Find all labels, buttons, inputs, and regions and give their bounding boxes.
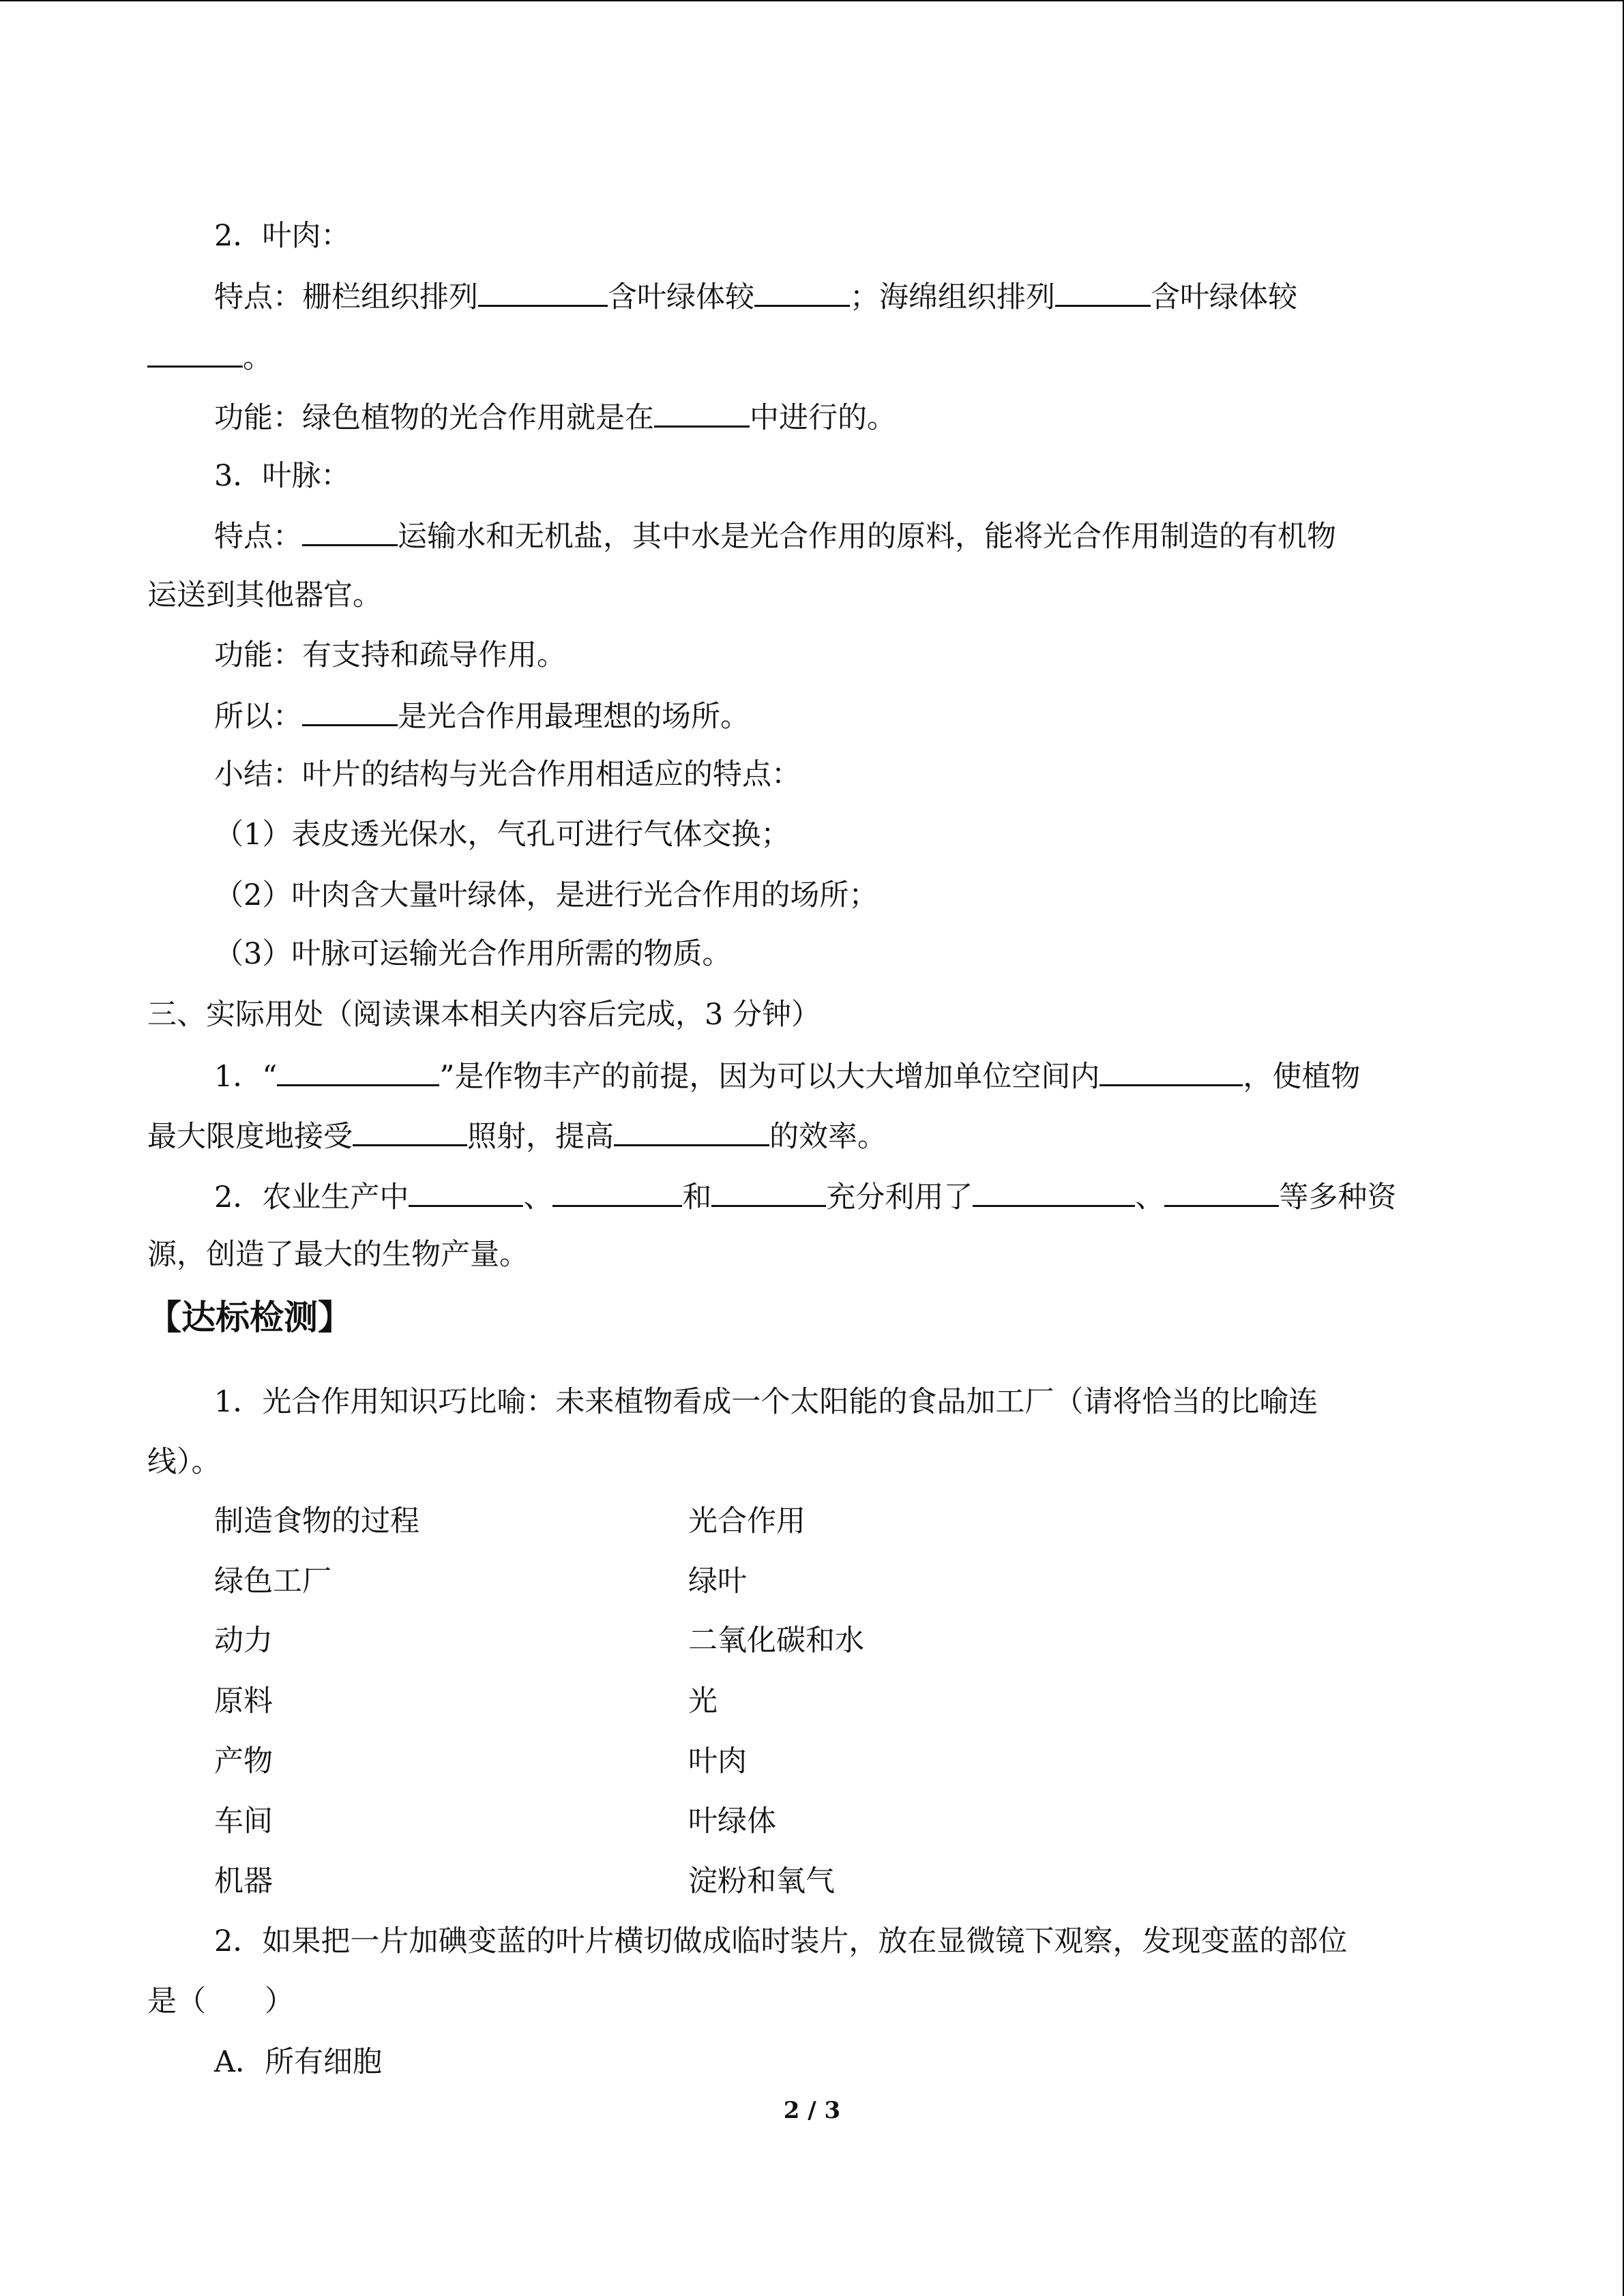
- blank[interactable]: [1099, 1054, 1243, 1086]
- blank[interactable]: [754, 275, 850, 307]
- blank[interactable]: [353, 1114, 467, 1146]
- blank[interactable]: [147, 336, 243, 368]
- metaphor-right: 二氧化碳和水: [688, 1624, 864, 1658]
- metaphor-right: 叶绿体: [688, 1804, 776, 1838]
- section3-q1: 1．“ ”是作物丰产的前提，因为可以大大增加单位空间内 ，使植物: [214, 1054, 1360, 1097]
- blank[interactable]: [552, 1175, 682, 1207]
- test-q2: 2．如果把一片加碘变蓝的叶片横切做成临时装片，放在显微镜下观察，发现变蓝的部位: [214, 1924, 1348, 1958]
- metaphor-right: 淀粉和氧气: [688, 1864, 835, 1898]
- metaphor-left: 动力: [214, 1624, 273, 1658]
- vein-title: 3．叶脉：: [214, 459, 351, 493]
- page-number: 2 / 3: [783, 2097, 841, 2124]
- metaphor-left: 原料: [214, 1684, 273, 1718]
- test-q2-option-a[interactable]: A．所有细胞: [214, 2045, 383, 2079]
- metaphor-right: 光合作用: [688, 1504, 806, 1538]
- metaphor-right: 叶肉: [688, 1744, 747, 1778]
- blank[interactable]: [1164, 1175, 1279, 1207]
- vein-feature-cont: 运送到其他器官。: [147, 578, 382, 612]
- section3-title: 三、实际用处（阅读课本相关内容后完成，3 分钟）: [147, 998, 821, 1032]
- metaphor-left: 机器: [214, 1864, 273, 1898]
- test-heading: 【达标检测】: [147, 1298, 352, 1337]
- summary-item: （3）叶脉可运输光合作用所需的物质。: [214, 937, 732, 971]
- summary-item: （1）表皮透光保水，气孔可进行气体交换；: [214, 818, 791, 852]
- blank[interactable]: [277, 1054, 439, 1086]
- blank[interactable]: [973, 1175, 1135, 1207]
- summary-title: 小结：叶片的结构与光合作用相适应的特点：: [214, 758, 801, 792]
- blank[interactable]: [409, 1175, 523, 1207]
- metaphor-right: 绿叶: [688, 1564, 747, 1598]
- test-q2-cont: 是（ ）: [147, 1984, 294, 2018]
- mesophyll-feature-cont: 。: [147, 336, 272, 378]
- blank[interactable]: [654, 396, 750, 428]
- test-q1: 1．光合作用知识巧比喻：未来植物看成一个太阳能的食品加工厂（请将恰当的比喻连: [214, 1385, 1318, 1419]
- blank[interactable]: [1055, 275, 1151, 307]
- blank[interactable]: [302, 514, 398, 546]
- blank[interactable]: [711, 1175, 826, 1207]
- blank[interactable]: [302, 694, 398, 726]
- vein-therefore: 所以： 是光合作用最理想的场所。: [214, 694, 750, 737]
- vein-feature: 特点： 运输水和无机盐，其中水是光合作用的原料，能将光合作用制造的有机物: [214, 514, 1336, 557]
- metaphor-left: 绿色工厂: [214, 1564, 331, 1598]
- test-q1-cont: 线）。: [147, 1445, 221, 1479]
- metaphor-left: 制造食物的过程: [214, 1504, 419, 1538]
- mesophyll-title: 2．叶肉：: [214, 219, 351, 253]
- vein-function: 功能：有支持和疏导作用。: [214, 638, 566, 672]
- section3-q2-cont: 源，创造了最大的生物产量。: [147, 1238, 529, 1272]
- summary-item: （2）叶肉含大量叶绿体，是进行光合作用的场所；: [214, 878, 879, 912]
- blank[interactable]: [478, 275, 608, 307]
- blank[interactable]: [614, 1114, 769, 1146]
- metaphor-left: 产物: [214, 1744, 273, 1778]
- metaphor-right: 光: [688, 1684, 718, 1718]
- section3-q2: 2．农业生产中 、 和 充分利用了 、 等多种资: [214, 1175, 1396, 1218]
- mesophyll-function: 功能：绿色植物的光合作用就是在 中进行的。: [214, 396, 896, 438]
- section3-q1-cont: 最大限度地接受 照射，提高 的效率。: [147, 1114, 887, 1157]
- mesophyll-feature: 特点：栅栏组织排列 含叶绿体较 ；海绵组织排列 含叶绿体较: [214, 275, 1297, 318]
- metaphor-left: 车间: [214, 1804, 273, 1838]
